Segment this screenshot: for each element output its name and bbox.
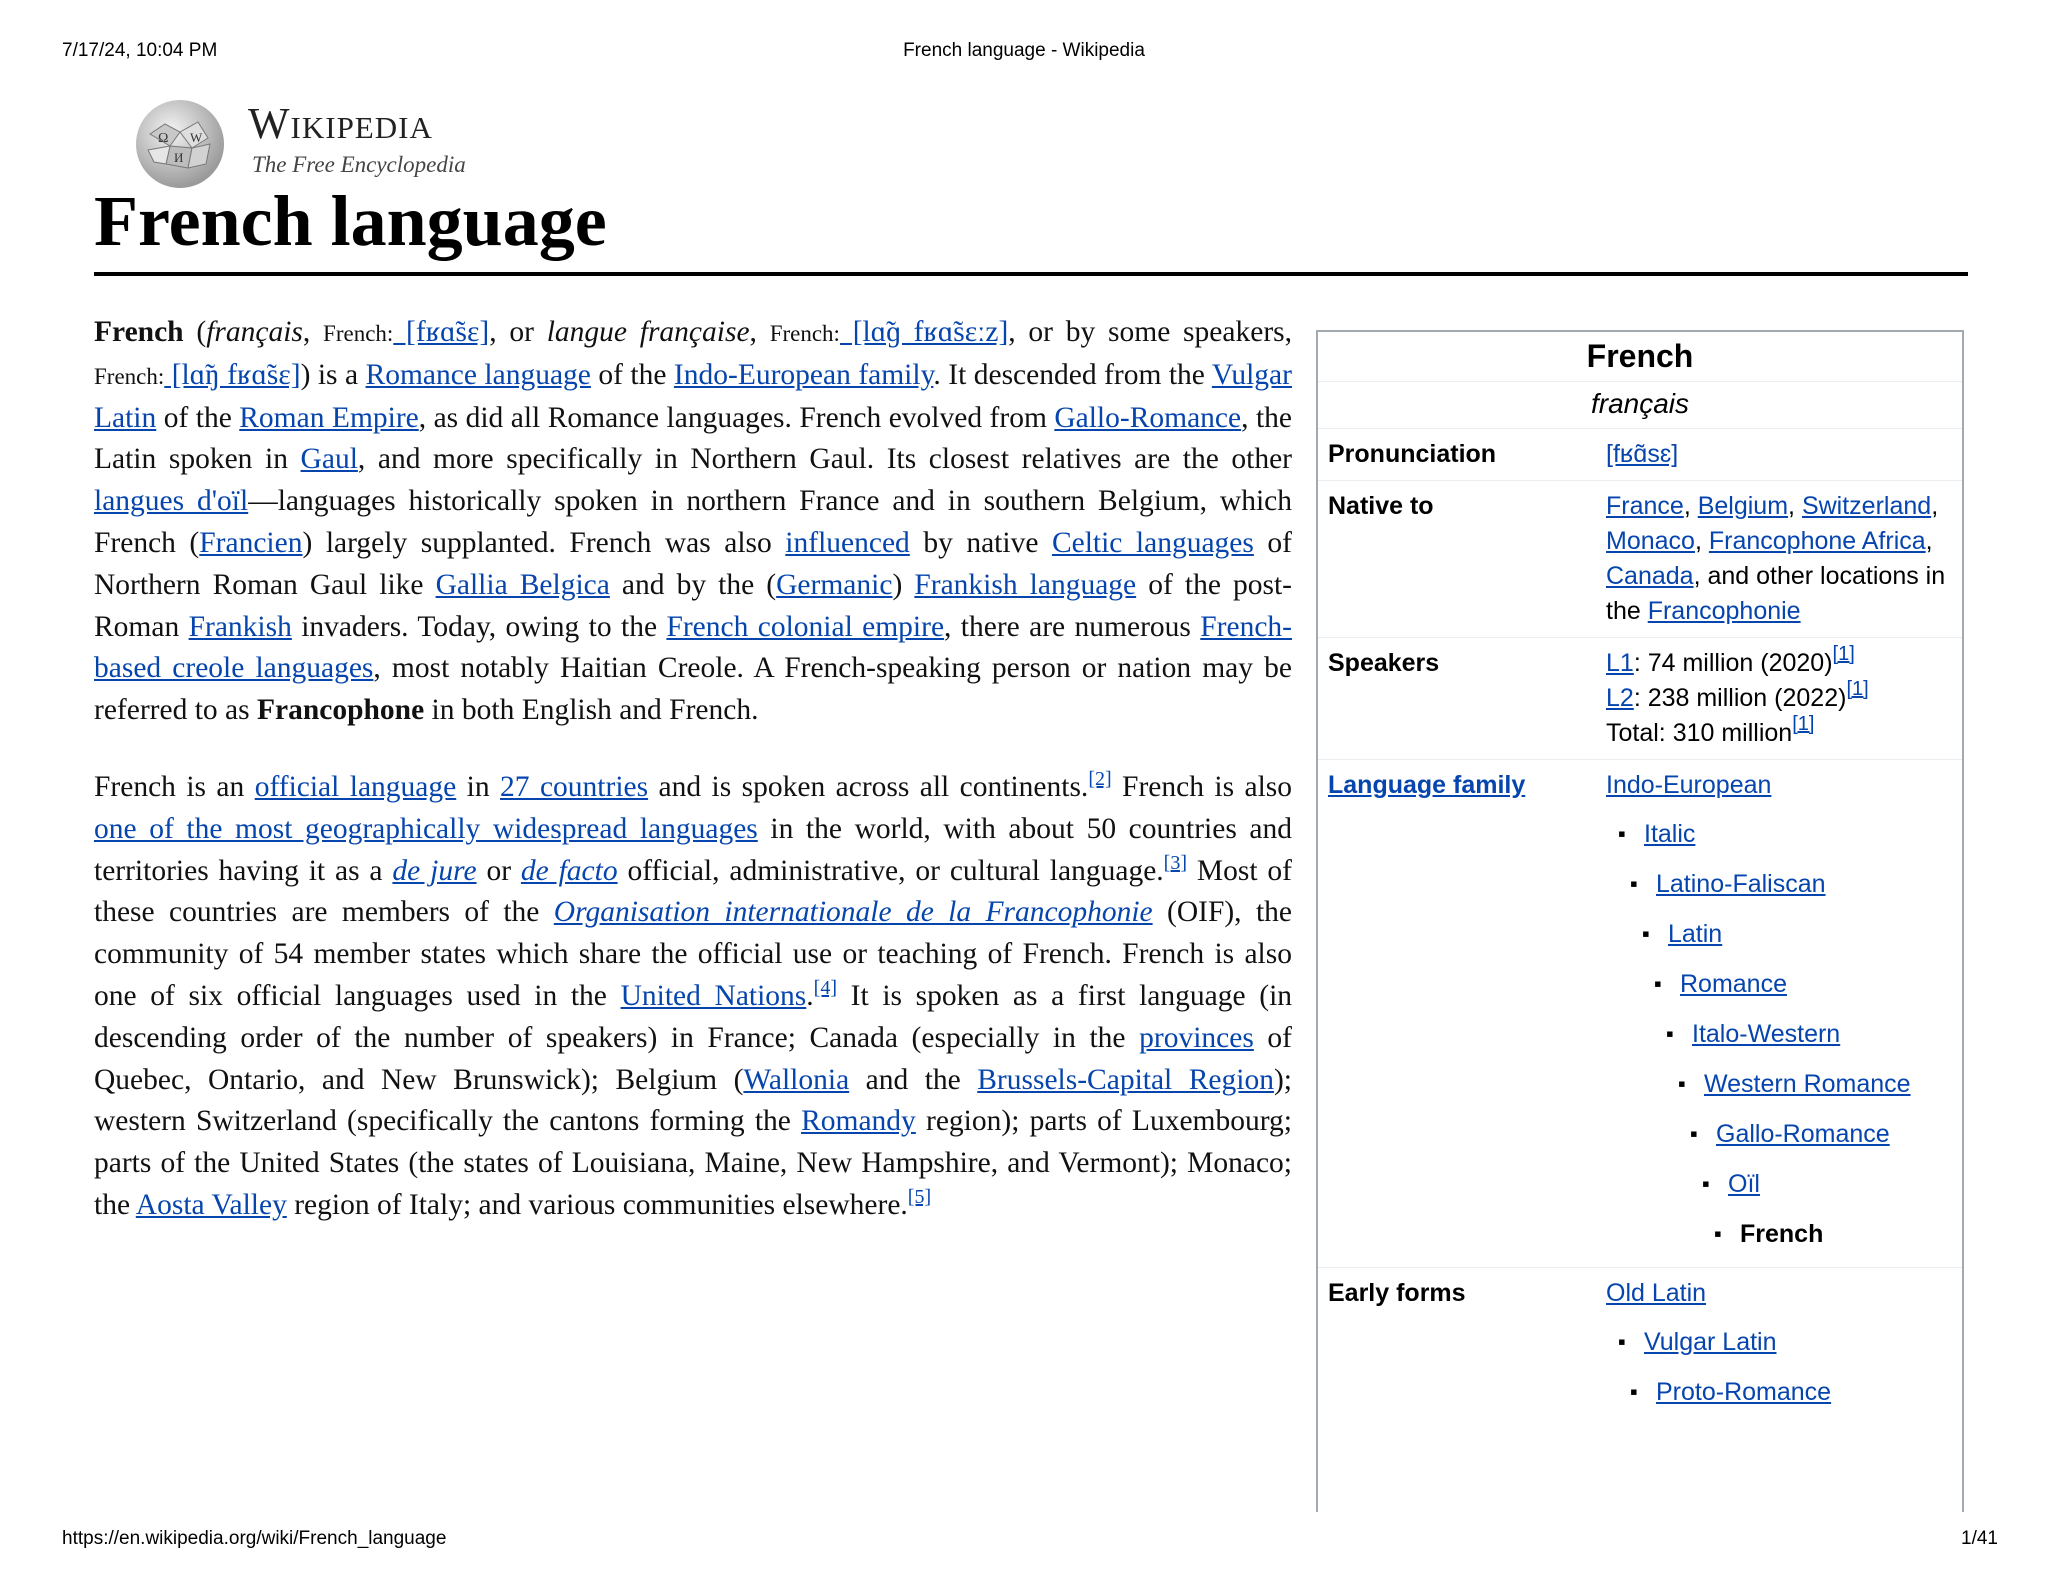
link-language-family[interactable]: Language family: [1328, 771, 1526, 799]
infobox-label: Speakers: [1328, 649, 1440, 677]
infobox-row-early-forms: [1318, 1268, 1962, 1425]
citation-ref-4[interactable]: [4]: [813, 976, 837, 999]
tree-item-current: [1740, 1209, 1962, 1259]
text: ,: [749, 316, 770, 348]
link-gallo-romance[interactable]: Gallo-Romance: [1054, 401, 1242, 434]
wikipedia-tagline: The Free Encyclopedia: [252, 152, 466, 177]
link-italo-western[interactable]: Italo-Western: [1692, 1020, 1841, 1048]
link-belgium[interactable]: Belgium: [1697, 492, 1789, 520]
citation-ref-3[interactable]: [3]: [1163, 851, 1187, 874]
link-l1[interactable]: L1: [1606, 649, 1634, 677]
text: ,: [302, 316, 324, 348]
text: French is also: [1111, 770, 1293, 803]
tree-item: [1704, 1059, 1962, 1109]
separator: ,: [1694, 527, 1709, 555]
link-romance[interactable]: Romance: [1680, 970, 1787, 998]
link-de-jure[interactable]: de jure: [392, 854, 477, 887]
link-canada[interactable]: Canada: [1606, 562, 1694, 590]
infobox-label: [1318, 768, 1606, 1259]
link-provinces[interactable]: provinces: [1139, 1021, 1254, 1054]
text: —languages historically spoken in northern France and in southern Belgium, which French (: [94, 485, 1293, 559]
infobox-row-native-to: [1318, 481, 1962, 638]
infobox-value: [1606, 643, 1962, 751]
link-western-romance[interactable]: Western Romance: [1704, 1070, 1911, 1098]
link-francophonie[interactable]: Francophonie: [1647, 597, 1801, 625]
text: , or by some speakers,: [1008, 316, 1292, 348]
infobox: [1316, 330, 1964, 1512]
ipa-link[interactable]: [lɑ̃ɡ fʁɑ̃sɛːz]: [839, 316, 1009, 348]
tree-item: [1668, 909, 1962, 959]
speakers-total: Total: 310 million: [1606, 719, 1793, 747]
language-label: French:: [323, 321, 394, 346]
tree-item: [1716, 1109, 1962, 1159]
language-label: French:: [769, 321, 840, 346]
citation-ref-1[interactable]: [1]: [1832, 643, 1855, 665]
link-oif[interactable]: Organisation internationale de la Francophonie: [553, 896, 1153, 929]
text: region of Italy; and various communities elsewhere.: [286, 1188, 908, 1221]
infobox-label: Early forms: [1328, 1279, 1466, 1307]
early-forms-tree: [1606, 1317, 1962, 1417]
link-proto-romance[interactable]: Proto-Romance: [1656, 1378, 1832, 1406]
link-27-countries[interactable]: 27 countries: [500, 770, 649, 803]
text: of the: [156, 401, 240, 434]
link-celtic-languages[interactable]: Celtic languages: [1051, 526, 1254, 559]
separator: ,: [1931, 492, 1939, 520]
separator: ,: [1683, 492, 1698, 520]
italic-term: langue française: [546, 316, 750, 348]
citation-ref-5[interactable]: [5]: [907, 1185, 932, 1208]
title-divider: [94, 272, 1968, 276]
article-body: [94, 312, 1292, 1262]
tree-item: [1656, 859, 1962, 909]
paragraph-intro: [94, 312, 1292, 732]
link-gallia-belgica[interactable]: Gallia Belgica: [435, 568, 610, 601]
link-aosta-valley[interactable]: Aosta Valley: [135, 1188, 287, 1221]
svg-text:W: W: [190, 130, 203, 145]
separator: ,: [1925, 527, 1933, 555]
text: Most of these countries are members of the: [94, 854, 1292, 929]
infobox-value: [1606, 489, 1962, 629]
link-roman-empire[interactable]: Roman Empire: [239, 401, 419, 434]
link-francophone-africa[interactable]: Francophone Africa: [1708, 527, 1926, 555]
print-page-title: French language - Wikipedia: [903, 40, 1145, 61]
text: region); parts of Luxembourg; parts of the United States (the states of Louisiana, Maine, New Hampshire, and Vermont); Monaco; the: [94, 1105, 1292, 1221]
text: in: [456, 770, 501, 803]
text: ) is a: [300, 358, 366, 391]
text: and the: [849, 1063, 978, 1096]
tree-leaf-french: French: [1740, 1220, 1824, 1248]
text: . It descended from the: [933, 358, 1212, 391]
text: and by the (: [609, 568, 777, 601]
citation-ref-1[interactable]: [1]: [1792, 713, 1815, 735]
ipa-link[interactable]: [lɑ̃ŋ fʁɑ̃sɛ]: [164, 358, 301, 391]
link-official-language[interactable]: official language: [254, 770, 457, 803]
tree-item: [1656, 1367, 1962, 1417]
text: in both English and French.: [424, 694, 759, 727]
link-latino-faliscan[interactable]: Latino-Faliscan: [1656, 870, 1826, 898]
link-vulgar-latin[interactable]: Vulgar Latin: [94, 358, 1292, 434]
print-footer: [0, 1528, 2048, 1554]
bold-term-francophone: Francophone: [256, 694, 425, 727]
text: It is spoken as a first language (in descending order of the number of speakers) in France; Canada (especially in the: [94, 979, 1293, 1054]
text: ); western Switzerland (specifically the cantons forming the: [94, 1063, 1292, 1138]
link-gallo-romance-tree[interactable]: Gallo-Romance: [1716, 1120, 1890, 1148]
text: of Northern Roman Gaul like: [94, 526, 1292, 601]
link-francien[interactable]: Francien: [199, 526, 303, 559]
link-latin[interactable]: Latin: [1668, 920, 1723, 948]
infobox-value: [1606, 768, 1962, 1259]
ipa-link[interactable]: [fʁɑ̃sɛ]: [393, 316, 490, 348]
text: ): [892, 568, 915, 601]
text: , the Latin spoken in: [94, 401, 1292, 476]
text: , there are numerous: [944, 610, 1201, 643]
text: (: [183, 316, 207, 348]
text: official, administrative, or cultural language.: [617, 854, 1164, 887]
tree-item: [1728, 1159, 1962, 1209]
pronunciation-ipa-link[interactable]: [fʁɑ̃sɛ]: [1606, 440, 1679, 468]
citation-ref-2[interactable]: [2]: [1088, 767, 1112, 790]
link-france[interactable]: France: [1606, 492, 1684, 520]
text: , as did all Romance languages. French evolved from: [418, 401, 1055, 434]
text: .: [806, 979, 814, 1012]
link-french-colonial-empire[interactable]: French colonial empire: [666, 610, 945, 643]
link-l2[interactable]: L2: [1606, 684, 1634, 712]
infobox-row-language-family: [1318, 760, 1962, 1268]
text: French is an: [94, 770, 255, 803]
print-datetime: 7/17/24, 10:04 PM: [62, 40, 218, 61]
text: or: [476, 854, 521, 887]
paragraph-official-status: [94, 767, 1292, 1227]
page-title: French language: [94, 181, 607, 261]
print-url: https://en.wikipedia.org/wiki/French_language: [62, 1528, 447, 1549]
link-romance-language[interactable]: Romance language: [365, 358, 591, 391]
wikipedia-globe-icon: [130, 94, 230, 194]
wikipedia-wordmark: Wikipedia: [248, 99, 433, 148]
link-old-latin[interactable]: Old Latin: [1606, 1279, 1707, 1307]
link-frankish[interactable]: Frankish: [188, 610, 292, 643]
link-switzerland[interactable]: Switzerland: [1801, 492, 1932, 520]
link-united-nations[interactable]: United Nations: [620, 979, 807, 1012]
link-influenced[interactable]: influenced: [785, 526, 910, 559]
text: by native: [909, 526, 1052, 559]
citation-ref-1[interactable]: [1]: [1846, 678, 1869, 700]
link-de-facto[interactable]: de facto: [520, 854, 618, 887]
link-romandy[interactable]: Romandy: [801, 1105, 916, 1138]
text: of the: [590, 358, 674, 391]
family-tree: [1606, 809, 1962, 1259]
text: in the world, with about 50 countries and territories having it as a: [94, 812, 1292, 887]
link-oil[interactable]: Oïl: [1728, 1170, 1760, 1198]
svg-text:Ω: Ω: [158, 131, 169, 146]
text: : 74 million (2020): [1633, 649, 1833, 677]
text: , and other locations in the: [1606, 562, 1946, 625]
infobox-title: French: [1318, 332, 1962, 382]
text: of the post-Roman: [94, 568, 1292, 643]
infobox-value: [1606, 1276, 1962, 1417]
link-germanic[interactable]: Germanic: [776, 568, 893, 601]
link-langues-doil[interactable]: langues d'oïl: [94, 485, 249, 518]
link-widespread-languages[interactable]: one of the most geographically widespread languages: [94, 812, 758, 845]
print-header: [0, 40, 2048, 66]
link-indo-european-family[interactable]: Indo-European family: [673, 358, 934, 391]
link-french-based-creole-languages[interactable]: French-based creole languages: [94, 610, 1293, 685]
tree-item: [1680, 959, 1962, 1009]
text: of Quebec, Ontario, and New Brunswick); Belgium (: [94, 1021, 1293, 1096]
tree-item: [1692, 1009, 1962, 1059]
link-italic[interactable]: Italic: [1644, 820, 1696, 848]
link-indo-european[interactable]: Indo-European: [1606, 771, 1772, 799]
text: ) largely supplanted. French was also: [302, 526, 786, 559]
infobox-native-name: français: [1318, 382, 1962, 429]
infobox-row-pronunciation: [1318, 429, 1962, 481]
text: (OIF), the community of 54 member states which share the official use or teaching of French. French is also one of six official languages used in the: [94, 896, 1292, 1012]
tree-item: [1644, 809, 1962, 859]
text: invaders. Today, owing to the: [291, 610, 667, 643]
italic-term: français: [206, 316, 303, 348]
link-monaco[interactable]: Monaco: [1606, 527, 1695, 555]
text: , most notably Haitian Creole. A French-speaking person or nation may be referred to as: [94, 652, 1292, 727]
language-label: French:: [94, 363, 165, 389]
text: , and more specifically in Northern Gaul. Its closest relatives are the other: [357, 443, 1293, 476]
bold-term-french: French: [94, 316, 184, 348]
infobox-label: Pronunciation: [1328, 440, 1497, 468]
link-brussels-capital-region[interactable]: Brussels-Capital Region: [977, 1063, 1274, 1096]
link-gaul[interactable]: Gaul: [300, 443, 358, 476]
infobox-row-speakers: [1318, 638, 1962, 760]
tree-item: [1644, 1317, 1962, 1367]
wikipedia-logo[interactable]: [130, 90, 500, 190]
svg-text:И: И: [174, 150, 184, 165]
separator: ,: [1788, 492, 1802, 520]
link-vulgar-latin-tree[interactable]: Vulgar Latin: [1644, 1328, 1777, 1356]
print-page-count: 1/41: [1961, 1528, 1998, 1549]
link-wallonia[interactable]: Wallonia: [743, 1063, 850, 1096]
text: , or: [489, 316, 547, 348]
infobox-label: Native to: [1328, 492, 1434, 520]
text: : 238 million (2022): [1633, 684, 1847, 712]
link-frankish-language[interactable]: Frankish language: [914, 568, 1137, 601]
text: and is spoken across all continents.: [648, 770, 1089, 803]
